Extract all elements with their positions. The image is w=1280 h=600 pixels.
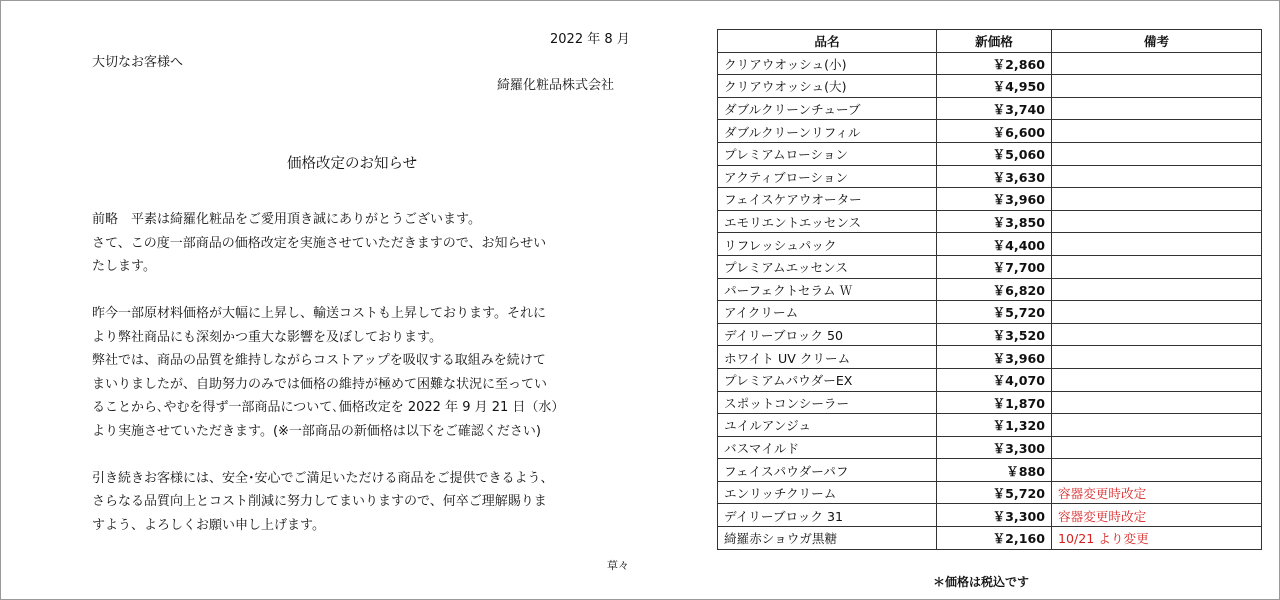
remarks-cell [1052,301,1262,324]
body-line: さて、この度一部商品の価格改定を実施させていただきますので、お知らせい [92,235,547,251]
price-cell: ￥4,070 [937,368,1052,391]
paragraph-closing-request [92,467,637,538]
remarks-cell: 容器変更時改定 [1052,504,1262,527]
body-line: さらなる品質向上とコスト削減に努力してまいりますので、何卒ご理解賜りま [92,494,547,509]
remarks-cell [1052,346,1262,369]
product-name-cell: デイリーブロック 31 [718,504,937,527]
table-row [718,391,1262,414]
table-row [718,165,1262,188]
remarks-cell [1052,233,1262,256]
price-cell: ￥3,520 [937,323,1052,346]
body-line: すよう、よろしくお願い申し上げます。 [92,517,325,533]
remarks-cell [1052,210,1262,233]
product-name-cell: クリアウオッシュ(小) [718,52,937,75]
remarks-cell [1052,142,1262,165]
table-row [718,346,1262,369]
price-cell: ￥1,320 [937,414,1052,437]
remarks-cell [1052,120,1262,143]
product-name-cell: ユイルアンジュ [718,414,937,437]
price-cell: ￥6,820 [937,278,1052,301]
remarks-cell [1052,188,1262,211]
product-name-cell: フェイスパウダーパフ [718,459,937,482]
remarks-cell [1052,165,1262,188]
product-name-cell: ダブルクリーンチューブ [718,97,937,120]
header-new-price: 新価格 [937,30,1052,53]
price-cell: ￥2,860 [937,52,1052,75]
table-row [718,142,1262,165]
table-row [718,233,1262,256]
product-name-cell: アクティブローション [718,165,937,188]
letter-body [92,208,637,537]
product-name-cell: クリアウオッシュ(大) [718,75,937,98]
price-cell: ￥5,060 [937,142,1052,165]
price-cell: ￥4,400 [937,233,1052,256]
letter-date: 2022 年 8 月 [550,32,630,47]
price-cell: ￥3,300 [937,436,1052,459]
remarks-cell [1052,255,1262,278]
table-row [718,52,1262,75]
body-line: より弊社商品にも深刻かつ重大な影響を及ぼしております。 [92,329,442,345]
price-cell: ￥5,720 [937,301,1052,324]
paragraph-reason [92,302,637,443]
price-cell: ￥4,950 [937,75,1052,98]
table-row [718,436,1262,459]
product-name-cell: 綺羅赤ショウガ黒糖 [718,527,937,550]
remarks-cell [1052,414,1262,437]
price-cell: ￥5,720 [937,481,1052,504]
price-table-body [718,52,1262,549]
table-row [718,278,1262,301]
price-cell: ￥3,630 [937,165,1052,188]
product-name-cell: ホワイト UV クリーム [718,346,937,369]
table-row [718,120,1262,143]
paragraph-greeting [92,208,637,279]
body-line: 弊社では、商品の品質を維持しながらコストアップを吸収する取組みを続けて [92,353,546,368]
price-cell: ￥880 [937,459,1052,482]
body-line: 引き続きお客様には、安全･安心でご満足いただける商品をご提供できるよう、 [92,470,554,486]
product-name-cell: エモリエントエッセンス [718,210,937,233]
remarks-cell [1052,75,1262,98]
price-cell: ￥3,740 [937,97,1052,120]
product-name-cell: エンリッチクリーム [718,481,937,504]
remarks-cell: 容器変更時改定 [1052,481,1262,504]
remarks-cell [1052,278,1262,301]
product-name-cell: プレミアムエッセンス [718,255,937,278]
table-row [718,504,1262,527]
table-row [718,301,1262,324]
body-line: たします。 [92,259,156,274]
table-row [718,97,1262,120]
product-name-cell: バスマイルド [718,436,937,459]
price-cell: ￥7,700 [937,255,1052,278]
header-product-name: 品名 [718,30,937,53]
remarks-cell [1052,459,1262,482]
remarks-cell [1052,97,1262,120]
price-cell: ￥3,960 [937,346,1052,369]
product-name-cell: プレミアムパウダーEX [718,368,937,391]
table-row [718,368,1262,391]
tax-footnote: ＊価格は税込です [933,575,1030,589]
body-line: ることから､やむを得ず一部商品について､価格改定を 2022 年 9 月 21 日（水） [92,400,565,415]
remarks-cell: 10/21 より変更 [1052,527,1262,550]
product-name-cell: フェイスケアウオーター [718,188,937,211]
price-cell: ￥6,600 [937,120,1052,143]
price-cell: ￥3,850 [937,210,1052,233]
price-cell: ￥3,300 [937,504,1052,527]
price-cell: ￥3,960 [937,188,1052,211]
table-row [718,459,1262,482]
remarks-cell [1052,391,1262,414]
company-name: 綺羅化粧品株式会社 [497,78,615,93]
body-line: 昨今一部原材料価格が大幅に上昇し、輸送コストも上昇しております。それに [92,306,546,321]
body-line: まいりましたが、自助努力のみでは価格の維持が極めて困難な状況に至ってい [92,376,548,392]
table-row [718,210,1262,233]
price-table [717,29,1262,550]
letter-closing: 草々 [607,559,629,572]
table-row [718,414,1262,437]
body-line: 前略 平素は綺羅化粧品をご愛用頂き誠にありがとうございます。 [92,212,481,227]
table-header-row [718,30,1262,53]
table-row [718,255,1262,278]
table-row [718,75,1262,98]
letter-recipient: 大切なお客様へ [92,55,184,70]
price-table-container [717,29,1262,550]
product-name-cell: スポットコンシーラー [718,391,937,414]
remarks-cell [1052,323,1262,346]
product-name-cell: アイクリーム [718,301,937,324]
price-cell: ￥2,160 [937,527,1052,550]
table-row [718,323,1262,346]
header-remarks: 備考 [1052,30,1262,53]
table-row [718,527,1262,550]
table-row [718,188,1262,211]
letter-title: 価格改定のお知らせ [287,156,418,172]
table-row [718,481,1262,504]
price-cell: ￥1,870 [937,391,1052,414]
product-name-cell: ダブルクリーンリフィル [718,120,937,143]
remarks-cell [1052,368,1262,391]
remarks-cell [1052,52,1262,75]
remarks-cell [1052,436,1262,459]
product-name-cell: パーフェクトセラム Ｗ [718,278,937,301]
body-line: より実施させていただきます。(※一部商品の新価格は以下をご確認ください) [92,423,541,439]
product-name-cell: プレミアムローション [718,142,937,165]
product-name-cell: デイリーブロック 50 [718,323,937,346]
product-name-cell: リフレッシュパック [718,233,937,256]
